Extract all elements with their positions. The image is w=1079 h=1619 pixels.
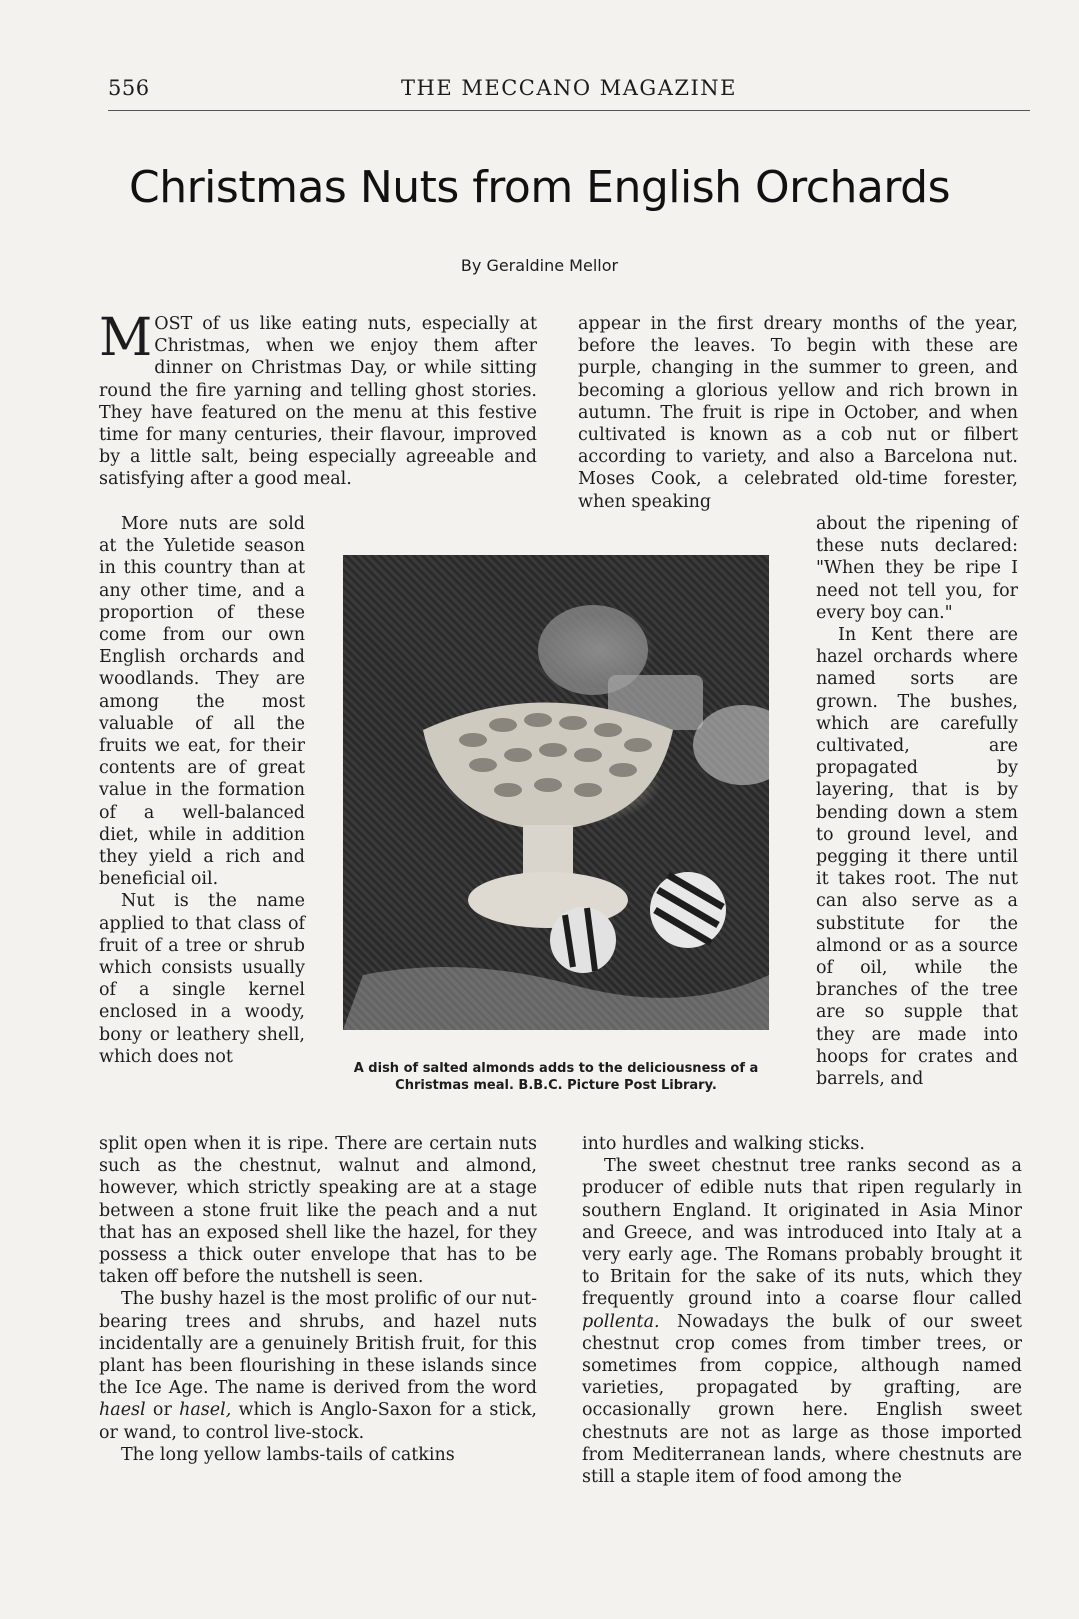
italic-word: hasel, xyxy=(179,1400,232,1421)
paragraph-text: Nowadays the bulk of our sweet chestnut crop comes from timber trees, or sometimes from coppice, although named varieties, propagated by grafting, are occasionally grown here. English sweet chestnuts are not as large as those imported from Mediterranean lands, where chestnuts are still a staple item of food among the xyxy=(582,1311,1022,1488)
paragraph: More nuts are sold at the Yuletide season in this country than at any other time, and a proportion of these come from our own English orchards and woodlands. They are among the most valuable of all the fruits we eat, for their contents are of great value in the formation of a well-balanced diet, while in addition they yield a rich and beneficial oil. xyxy=(99,514,305,890)
paragraph-text: or xyxy=(145,1400,180,1421)
page-number: 556 xyxy=(108,76,150,100)
paragraph xyxy=(99,1288,537,1443)
left-column-top xyxy=(99,308,537,491)
paragraph: In Kent there are hazel orchards where named sorts are grown. The bushes, which are carefully cultivated, are propagated by layering, that is by bending down a stem to ground level, and pegging it there until it takes root. The nut can also serve as a substitute for the almond or as a source of oil, while the branches of the tree are so supple that they are made into hoops for crates and barrels, and xyxy=(816,625,1018,1090)
paragraph xyxy=(582,1155,1022,1488)
right-column-top xyxy=(578,313,1018,513)
left-column-bottom xyxy=(99,1133,537,1466)
photo-illustration xyxy=(343,555,769,1030)
magazine-name: THE MECCANO MAGAZINE xyxy=(401,76,737,100)
paragraph: about the ripening of these nuts declared: "When they be ripe I need not tell you, for every boy can." xyxy=(816,514,1018,623)
paragraph: into hurdles and walking sticks. xyxy=(582,1134,865,1154)
italic-word: haesl xyxy=(99,1400,146,1421)
paragraph-text: The bushy hazel is the most prolific of our nut-bearing trees and shrubs, and hazel nuts incidentally are a genuinely British fruit, for this plant has been flourishing in these islands since the Ice Age. The name is derived from the word xyxy=(99,1289,537,1399)
paragraph-text: OST of us like eating nuts, especially at Christmas, when we enjoy them after dinner on Christmas Day, or while sitting round the fire yarning and telling ghost stories. They have featured on the menu at this festive time for many centuries, their flavour, improved by a little salt, being especially agreeable and satisfying after a good meal. xyxy=(99,314,537,490)
paragraph-text: which is Anglo-Saxon for a stick, or wand, to control live-stock. xyxy=(99,1400,537,1443)
article-title: Christmas Nuts from English Orchards xyxy=(128,162,950,213)
almond-dish-photo xyxy=(343,555,769,1030)
right-column-bottom xyxy=(582,1133,1022,1488)
paragraph xyxy=(99,308,537,491)
right-column-narrow xyxy=(816,513,1018,1090)
left-column-narrow xyxy=(99,513,305,1068)
paragraph-text: The sweet chestnut tree ranks second as a producer of edible nuts that ripen regularly in southern England. It originated in Asia Minor and Greece, and was introduced into Italy at a very early age. The Romans probably brought it to Britain for the sake of its nuts, which they frequently ground into a coarse flour called xyxy=(582,1156,1022,1310)
photo-caption: A dish of salted almonds adds to the deliciousness of a Christmas meal. B.B.C. Picture Post Library. xyxy=(353,1061,759,1093)
byline: By Geraldine Mellor xyxy=(460,256,619,275)
paragraph: Nut is the name applied to that class of fruit of a tree or shrub which consists usually of a single kernel enclosed in a woody, bony or leathery shell, which does not xyxy=(99,891,305,1067)
paragraph: The long yellow lambs-tails of catkins xyxy=(121,1444,455,1465)
italic-word: pollenta. xyxy=(582,1311,660,1332)
page-header xyxy=(108,76,1030,111)
drop-cap: M xyxy=(99,308,153,368)
paragraph: split open when it is ripe. There are certain nuts such as the chestnut, walnut and almond, however, which strictly speaking are at a stage between a stone fruit like the peach and a nut that has an exposed shell like the hazel, for they possess a thick outer envelope that has to be taken off before the nutshell is seen. xyxy=(99,1134,537,1288)
paragraph: appear in the first dreary months of the year, before the leaves. To begin with these are purple, changing in the summer to green, and becoming a glorious yellow and rich brown in autumn. The fruit is ripe in October, and when cultivated is known as a cob nut or filbert according to variety, and also a Barcelona nut. Moses Cook, a celebrated old-time forester, when speaking xyxy=(578,314,1018,512)
